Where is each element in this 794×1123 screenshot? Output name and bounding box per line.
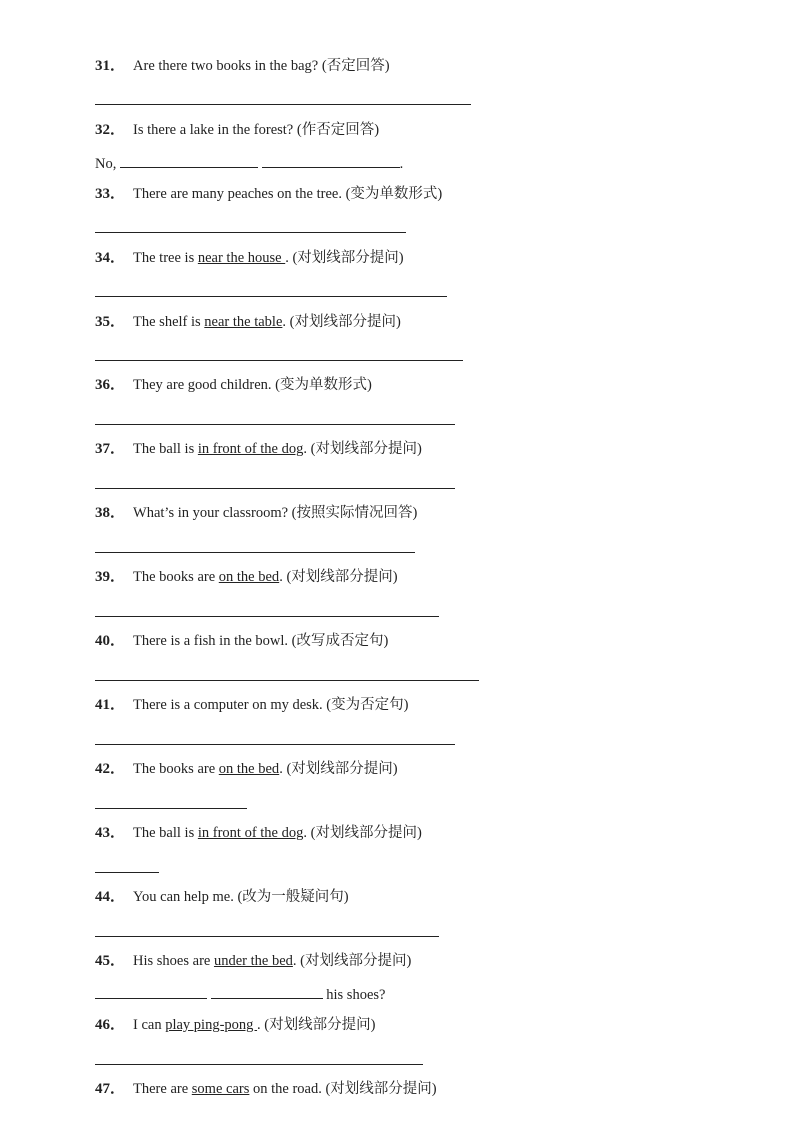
question-text: . (对划线部分提问) (279, 569, 398, 585)
question-text: I can (133, 1017, 166, 1033)
question-text: The books are (133, 761, 219, 777)
answer-prefix: No, (95, 156, 117, 172)
question-text: . (对划线部分提问) (303, 441, 422, 457)
question-text: . (对划线部分提问) (292, 953, 412, 969)
answer-row-45 (95, 985, 385, 1004)
question-41 (95, 696, 408, 714)
question-text: The ball is (133, 441, 198, 457)
question-40 (95, 632, 388, 650)
answer-blank[interactable] (95, 985, 207, 999)
underlined-text: some cars (191, 1081, 250, 1097)
question-36 (95, 376, 372, 394)
question-number: 47． (95, 1081, 126, 1097)
question-text: You can help me. (改为一般疑问句) (133, 889, 349, 905)
answer-line[interactable] (95, 488, 455, 489)
answer-line[interactable] (95, 552, 415, 553)
question-number: 41． (95, 697, 126, 713)
question-number: 40． (95, 633, 126, 649)
question-33 (95, 185, 442, 203)
answer-blank[interactable] (211, 985, 323, 999)
question-31 (95, 57, 390, 75)
question-number: 46． (95, 1017, 126, 1033)
question-47 (95, 1080, 437, 1098)
question-35 (95, 313, 401, 331)
question-number: 39． (95, 569, 126, 585)
underlined-text: on the bed (218, 761, 280, 777)
answer-line[interactable] (95, 232, 406, 233)
answer-blank[interactable] (262, 154, 400, 168)
answer-line[interactable] (95, 936, 439, 937)
underlined-text: under the bed (213, 953, 293, 969)
question-text: . (对划线部分提问) (257, 1017, 376, 1033)
answer-line[interactable] (95, 424, 455, 425)
question-39 (95, 568, 398, 586)
question-text: His shoes are (133, 953, 214, 969)
answer-line[interactable] (95, 1064, 423, 1065)
question-46 (95, 1016, 375, 1034)
question-38 (95, 504, 417, 522)
question-text: on the road. (对划线部分提问) (249, 1081, 437, 1097)
answer-suffix: . (399, 156, 404, 172)
question-text: The books are (133, 569, 219, 585)
question-42 (95, 760, 398, 778)
question-text: The shelf is (133, 314, 205, 330)
answer-line[interactable] (95, 296, 447, 297)
question-text: They are good children. (变为单数形式) (133, 377, 372, 393)
answer-row-32 (95, 154, 403, 173)
question-number: 31． (95, 58, 126, 74)
answer-line[interactable] (95, 872, 159, 873)
answer-line[interactable] (95, 744, 455, 745)
question-text: . (对划线部分提问) (285, 250, 404, 266)
question-number: 43． (95, 825, 126, 841)
answer-blank[interactable] (120, 154, 258, 168)
question-number: 44． (95, 889, 126, 905)
question-text: Is there a lake in the forest? (作否定回答) (133, 122, 380, 138)
answer-line[interactable] (95, 680, 479, 681)
question-text: There is a fish in the bowl. (改写成否定句) (133, 633, 389, 649)
underlined-text: near the house (197, 250, 286, 266)
question-32 (95, 121, 379, 139)
question-number: 35． (95, 314, 126, 330)
question-text: The tree is (133, 250, 198, 266)
underlined-text: play ping-pong (165, 1017, 258, 1033)
question-number: 34． (95, 250, 126, 266)
question-45 (95, 952, 411, 970)
question-text: The ball is (133, 825, 198, 841)
question-text: There are many peaches on the tree. (变为单数形式) (133, 186, 443, 202)
underlined-text: in front of the dog (197, 825, 304, 841)
question-number: 45． (95, 953, 126, 969)
question-number: 38． (95, 505, 126, 521)
question-43 (95, 824, 422, 842)
question-number: 36． (95, 377, 126, 393)
underlined-text: near the table (204, 314, 283, 330)
question-44 (95, 888, 349, 906)
question-number: 37． (95, 441, 126, 457)
answer-line[interactable] (95, 360, 463, 361)
question-number: 32． (95, 122, 126, 138)
answer-line[interactable] (95, 616, 439, 617)
question-number: 33． (95, 186, 126, 202)
question-34 (95, 249, 404, 267)
question-text: . (对划线部分提问) (303, 825, 422, 841)
question-text: There is a computer on my desk. (变为否定句) (133, 697, 409, 713)
question-number: 42． (95, 761, 126, 777)
question-text: There are (133, 1081, 192, 1097)
question-37 (95, 440, 422, 458)
answer-line[interactable] (95, 104, 471, 105)
underlined-text: on the bed (218, 569, 280, 585)
underlined-text: in front of the dog (197, 441, 304, 457)
question-text: . (对划线部分提问) (279, 761, 398, 777)
answer-suffix: his shoes? (326, 987, 386, 1003)
question-text: What’s in your classroom? (按照实际情况回答) (133, 505, 418, 521)
question-text: Are there two books in the bag? (否定回答) (133, 58, 390, 74)
question-text: . (对划线部分提问) (282, 314, 401, 330)
answer-line[interactable] (95, 808, 247, 809)
